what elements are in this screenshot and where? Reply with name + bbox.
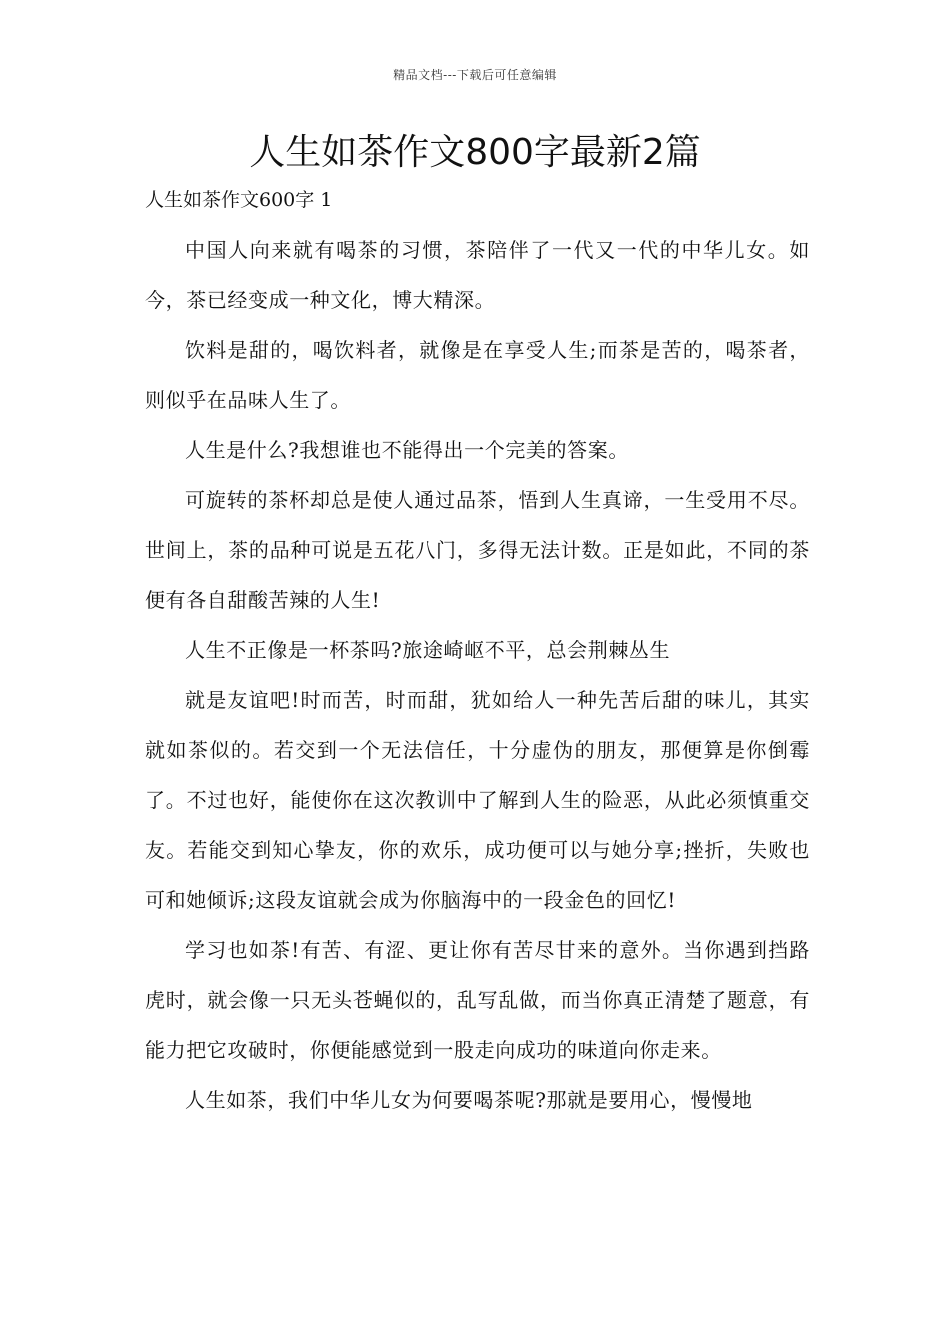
paragraph: 人生不正像是一杯茶吗?旅途崎岖不平，总会荆棘丛生 bbox=[185, 638, 671, 662]
paragraph: 学习也如茶!有苦、有涩、更让你有苦尽甘来的意外。当你遇到挡路虎时，就会像一只无头苍蝇似的，乱写乱做，而当你真正清楚了题意，有能力把它攻破时，你便能感觉到一股走向成功的味道向你走来。 bbox=[145, 938, 810, 1062]
essay-subtitle: 人生如茶作文600字 1 bbox=[145, 189, 333, 211]
paragraph: 可旋转的茶杯却总是使人通过品茶，悟到人生真谛，一生受用不尽。世间上，茶的品种可说是五花八门，多得无法计数。正是如此，不同的茶便有各自甜酸苦辣的人生! bbox=[145, 488, 810, 612]
document-title: 人生如茶作文800字最新2篇 bbox=[249, 132, 701, 173]
paragraph: 中国人向来就有喝茶的习惯，茶陪伴了一代又一代的中华儿女。如今，茶已经变成一种文化，博大精深。 bbox=[145, 238, 810, 312]
essay-body bbox=[145, 225, 810, 1125]
paragraph: 饮料是甜的，喝饮料者，就像是在享受人生;而茶是苦的，喝茶者，则似乎在品味人生了。 bbox=[145, 338, 810, 412]
paragraph: 人生是什么?我想谁也不能得出一个完美的答案。 bbox=[185, 438, 629, 462]
paragraph: 人生如茶，我们中华儿女为何要喝茶呢?那就是要用心，慢慢地 bbox=[185, 1088, 753, 1112]
paragraph: 就是友谊吧!时而苦，时而甜，犹如给人一种先苦后甜的味儿，其实就如茶似的。若交到一个无法信任，十分虚伪的朋友，那便算是你倒霉了。不过也好，能使你在这次教训中了解到人生的险恶，从此必须慎重交友。若能交到知心挚友，你的欢乐，成功便可以与她分享;挫折，失败也可和她倾诉;这段友谊就会成为你脑海中的一段金色的回忆! bbox=[145, 688, 810, 912]
header-note: 精品文档---下载后可任意编辑 bbox=[393, 68, 557, 82]
